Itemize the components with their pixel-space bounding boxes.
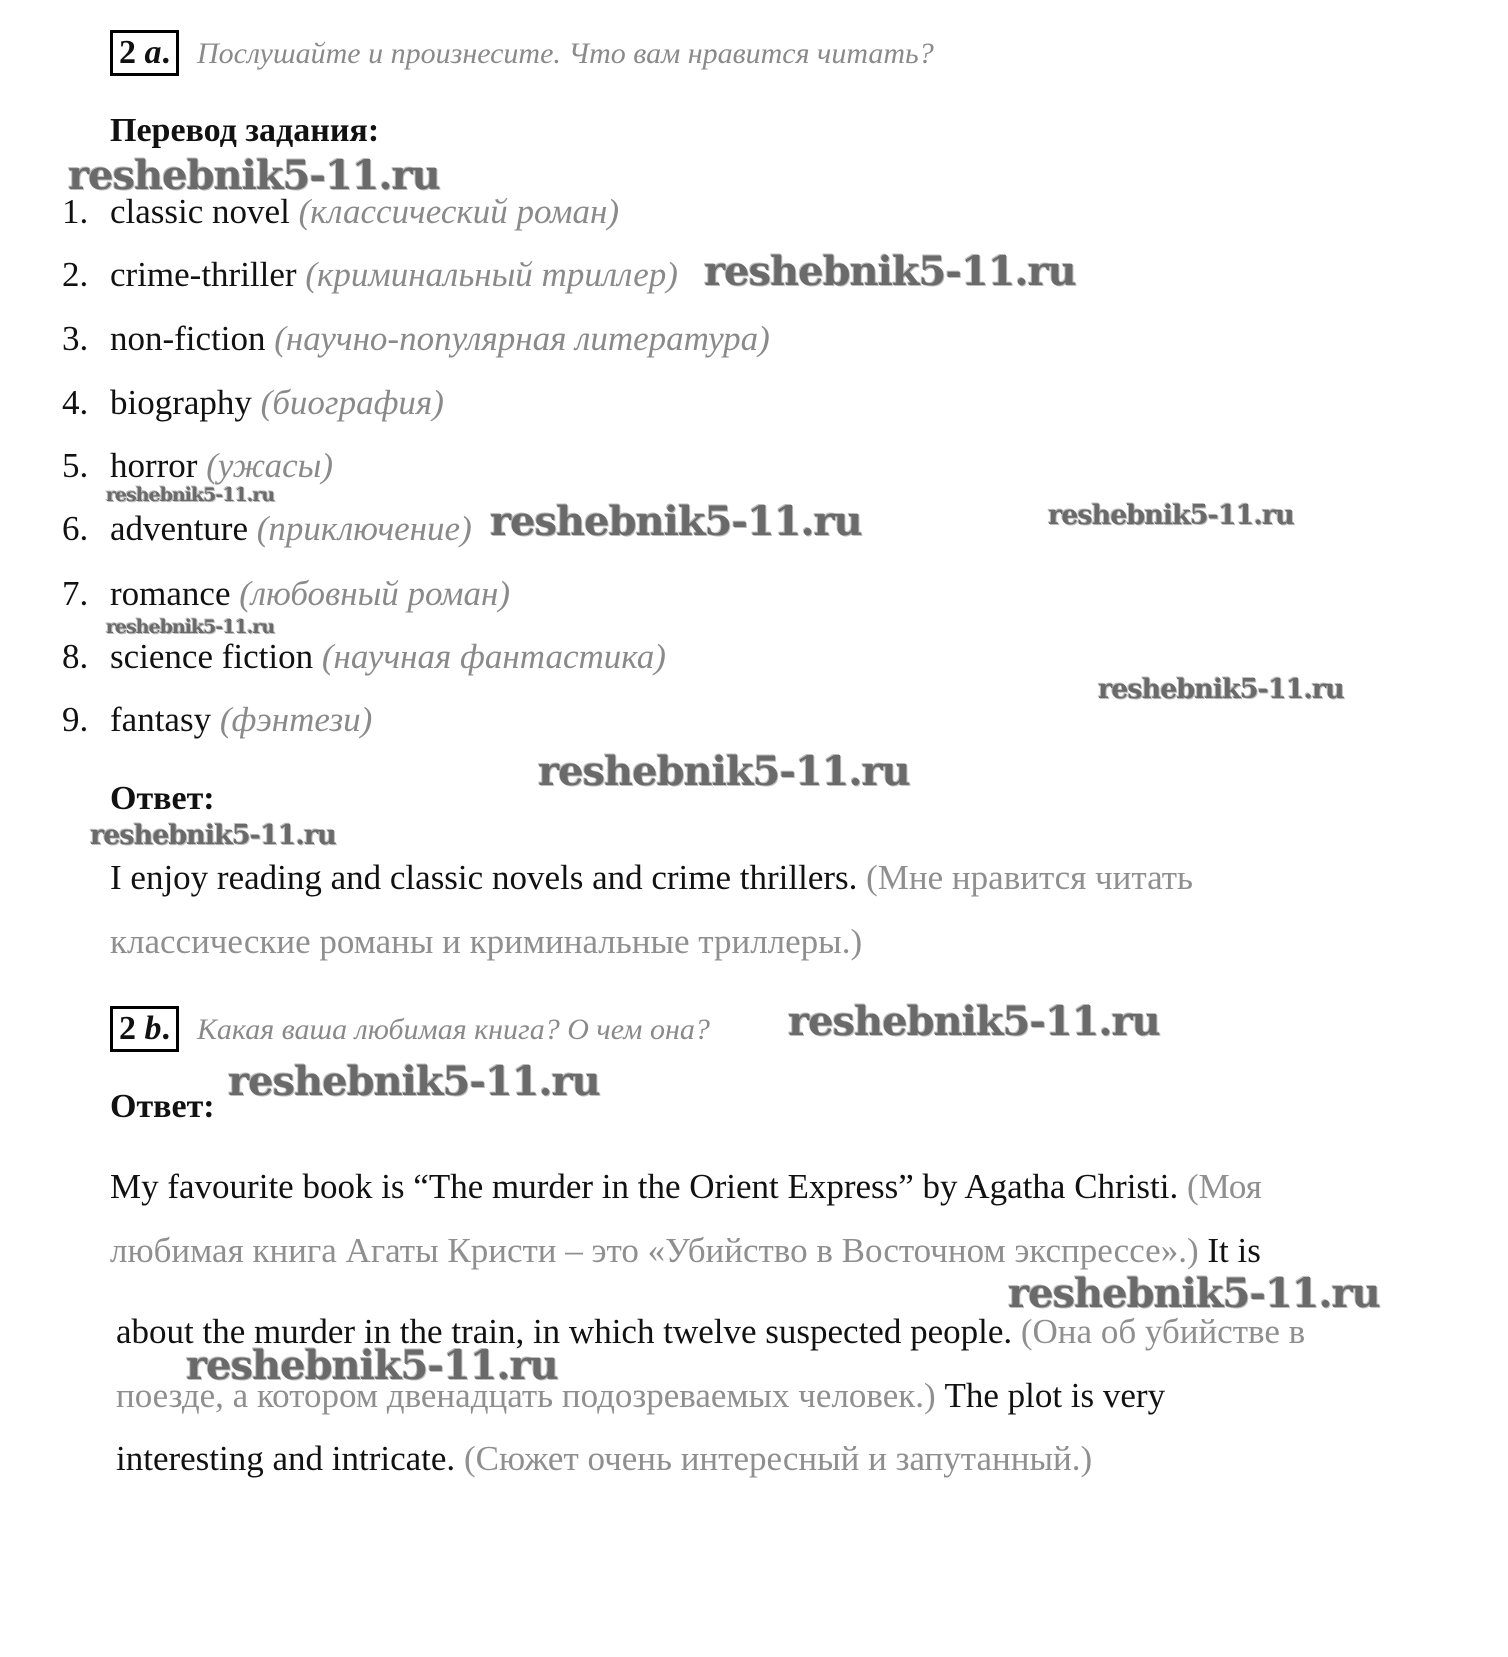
task-dot: . — [161, 1010, 170, 1047]
task-number-box-b — [110, 1006, 179, 1052]
translation-heading: Перевод задания: — [110, 112, 380, 149]
watermark: reshebnik5-11.ru — [1048, 500, 1294, 531]
answer-b-line-5: interesting and intricate. (Сюжет очень интересный и запутанный.) — [116, 1439, 1093, 1478]
answer-a-line-2: классические романы и криминальные триллеры.) — [110, 922, 863, 961]
task-letter: b — [144, 1010, 162, 1047]
task-number: 2 — [119, 34, 136, 71]
list-item: 3. non-fiction (научно-популярная литература) — [62, 319, 770, 358]
watermark: reshebnik5-11.ru — [704, 248, 1076, 295]
list-item: 6. adventure (приключение) — [62, 509, 472, 548]
watermark: reshebnik5-11.ru — [538, 748, 910, 795]
list-item: 2. crime-thriller (криминальный триллер) — [62, 255, 678, 294]
list-item: 5. horror (ужасы) — [62, 446, 334, 485]
answer-b-line-4: поезде, а котором двенадцать подозреваемых человек.) The plot is very — [116, 1376, 1166, 1415]
task-instruction-b: Какая ваша любимая книга? О чем она? — [197, 1013, 710, 1046]
watermark: reshebnik5-11.ru — [490, 498, 862, 545]
watermark: reshebnik5-11.ru — [68, 152, 440, 199]
watermark: reshebnik5-11.ru — [106, 484, 275, 506]
task-dot: . — [161, 34, 170, 71]
task-instruction-a: Послушайте и произнесите. Что вам нравится читать? — [197, 37, 934, 70]
list-item: 9. fantasy (фэнтези) — [62, 700, 373, 739]
list-item: 4. biography (биография) — [62, 383, 444, 422]
answer-b-line-1: My favourite book is “The murder in the Orient Express” by Agatha Christi. (Моя — [110, 1167, 1262, 1206]
watermark: reshebnik5-11.ru — [90, 820, 336, 851]
task-letter: a — [144, 34, 162, 71]
answer-heading-a: Ответ: — [110, 780, 215, 817]
answer-heading-b: Ответ: — [110, 1088, 215, 1125]
watermark: reshebnik5-11.ru — [186, 1342, 558, 1389]
watermark: reshebnik5-11.ru — [788, 998, 1160, 1045]
task-number: 2 — [119, 1010, 136, 1047]
list-item: 7. romance (любовный роман) — [62, 574, 511, 613]
watermark: reshebnik5-11.ru — [228, 1058, 600, 1105]
task-number-box-a — [110, 30, 179, 76]
answer-b-line-2: любимая книга Агаты Кристи – это «Убийство в Восточном экспрессе».) It is — [110, 1231, 1261, 1270]
watermark: reshebnik5-11.ru — [106, 616, 275, 638]
answer-a-line-1: I enjoy reading and classic novels and crime thrillers. (Мне нравится читать — [110, 858, 1194, 897]
list-item: 8. science fiction (научная фантастика) — [62, 637, 666, 676]
answer-b-line-3: about the murder in the train, in which twelve suspected people. (Она об убийстве в — [116, 1312, 1306, 1351]
watermark: reshebnik5-11.ru — [1098, 674, 1344, 705]
watermark: reshebnik5-11.ru — [1008, 1270, 1380, 1317]
list-item: 1. classic novel (классический роман) — [62, 192, 619, 231]
